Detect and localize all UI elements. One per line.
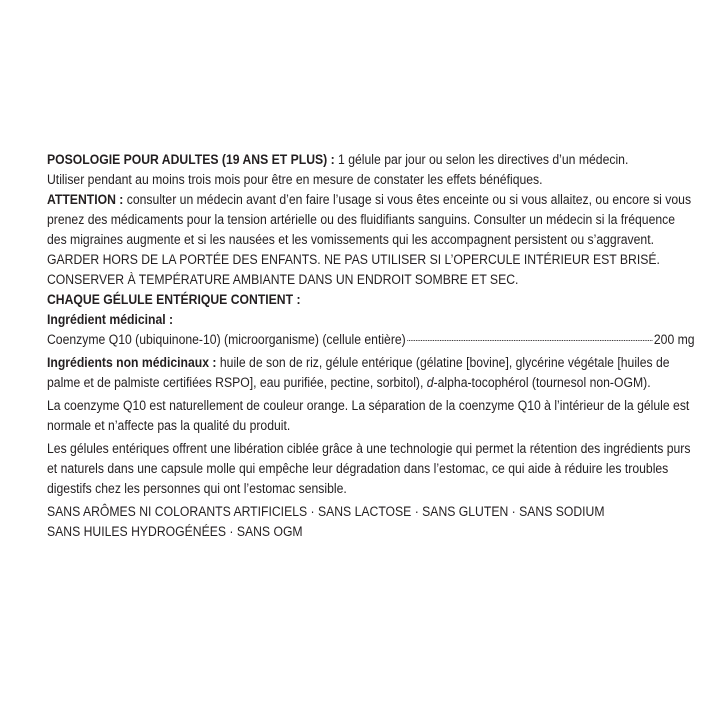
dosage-paragraph (47, 150, 695, 170)
non-medicinal-text-a: huile de son de riz, gélule entérique (gélatine [bovine], glycérine végétale [huiles de palme et de palmiste certifiées RSPO], eau purifiée, pectine, sorbitol), (47, 355, 670, 391)
ingredient-name: Coenzyme Q10 (ubiquinone-10) (microorganisme) (cellule entière) (47, 332, 406, 348)
non-medicinal-heading: Ingrédients non médicinaux : (47, 355, 217, 371)
warning-text: consulter un médecin avant d’en faire l’usage si vous êtes enceinte ou si vous allaitez, ou encore si vous prenez des médicaments pour la tension artérielle ou des fluidifiants sanguins. Consulter un médecin si la fréquence des migraines augmente et si les nausées et les vomissements qui les accompagnent persistent ou s’aggravent. (47, 192, 692, 248)
medicinal-ingredient-row (47, 330, 695, 350)
contents-heading-text: CHAQUE GÉLULE ENTÉRIQUE CONTIENT : (47, 292, 301, 308)
ingredient-amount: 200 mg (653, 332, 695, 348)
medicinal-heading-text: Ingrédient médicinal : (47, 312, 174, 328)
storage-warning-children: GARDER HORS DE LA PORTÉE DES ENFANTS. NE PAS UTILISER SI L’OPERCULE INTÉRIEUR EST BRISÉ. (47, 252, 660, 268)
medicinal-ingredient-heading (47, 310, 695, 330)
dosage-heading: POSOLOGIE POUR ADULTES (19 ANS ET PLUS) : (47, 152, 335, 168)
contents-heading (47, 290, 695, 310)
warning-heading: ATTENTION : (47, 192, 124, 208)
leader-dots (407, 340, 652, 341)
product-label-text (47, 150, 695, 542)
non-medicinal-text-b: -alpha-tocophérol (tournesol non-OGM). (433, 375, 651, 391)
dosage-duration: Utiliser pendant au moins trois mois pour être en mesure de constater les effets bénéfiques. (47, 172, 543, 188)
claims-line-2: SANS HUILES HYDROGÉNÉES · SANS OGM (47, 524, 303, 540)
dosage-text: 1 gélule par jour ou selon les directives d’un médecin. (334, 152, 629, 168)
storage-conditions: CONSERVER À TEMPÉRATURE AMBIANTE DANS UN ENDROIT SOMBRE ET SEC. (47, 272, 519, 288)
color-note: La coenzyme Q10 est naturellement de couleur orange. La séparation de la coenzyme Q10 à l’intérieur de la gélule est normale et n’affecte pas la qualité du produit. (47, 398, 690, 434)
warning-paragraph (47, 190, 695, 250)
non-medicinal-paragraph (47, 353, 695, 393)
non-medicinal-italic: d (426, 375, 434, 391)
capsule-note: Les gélules entériques offrent une libération ciblée grâce à une technologie qui permet la rétention des ingrédients purs et naturels dans une capsule molle qui empêche leur dégradation dans l’estomac, ce qui aide à réduire les troubles digestifs chez les personnes qui ont l’estomac sensible. (47, 441, 691, 497)
claims-line-1: SANS ARÔMES NI COLORANTS ARTIFICIELS · SANS LACTOSE · SANS GLUTEN · SANS SODIUM (47, 504, 605, 520)
